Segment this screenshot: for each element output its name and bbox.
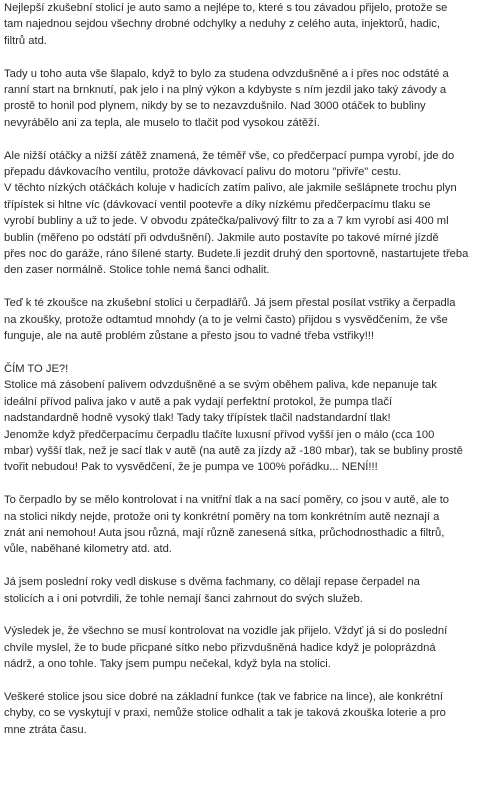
text-line: filtrů atd. [4, 34, 47, 47]
text-line: nádrž, a ono tohle. Taky jsem pumpu nečekal, když byla na stolici. [4, 658, 331, 671]
text-line: mbar) vyšší tlak, než je sací tlak v autě (na autě za jízdy až -180 mbar), tak se bubliny prostě [4, 444, 463, 457]
text-line: Teď k té zkoušce na zkušební stolici u čerpadlářů. Já jsem přestal posílat vstřiky a čerpadla [4, 297, 456, 310]
text-line: nadstandardně hodně vysoký tlak! Tady taky třípístek tlačil nadstandardní tlak! [4, 412, 391, 425]
text-line: vůle, naběhané kilometry atd. atd. [4, 543, 172, 556]
text-line: Veškeré stolice jsou sice dobré na základní funkce (tak ve fabrice na lince), ale konkrétní [4, 690, 444, 703]
text-line: přepadu dávkovacího ventilu, protože dávkovací palivu do motoru "přivře" cestu. [4, 166, 402, 179]
text-line: na stolici nikdy nejde, protože oni ty konkrétní poměry na tom konkrétním autě neznají a [4, 510, 440, 523]
text-line: přes noc do garáže, ráno šílené starty. Budete.li jezdit druhý den sportovně, nastartujete třeba [4, 248, 469, 261]
paragraph-5 [4, 361, 501, 476]
text-line: ČÍM TO JE?! [4, 362, 69, 375]
text-line: prostě to honil pod plynem, nikdy by se to nezavzdušnilo. Nad 3000 otáček to bubliny [4, 100, 426, 113]
text-line: nevyrábělo ani za tepla, ale muselo to tlačit pod vysokou zátěží. [4, 116, 320, 129]
text-line: vyrobí bubliny a už to jede. V obvodu zpátečka/palivový filtr to za a 7 km vyrobí asi 400 ml [4, 215, 449, 228]
text-line: tam najednou sejdou všechny drobné odchylky a neduhy z celého auta, injektorů, hadic, [4, 18, 440, 31]
text-line: tvořit nebudou! Pak to vysvědčení, že je pumpa ve 100% pořádku... NENÍ!!! [4, 461, 378, 474]
text-line: ranní start na brnknutí, pak jelo i na plný výkon a kdybyste s ním jezdil jako taký závody a [4, 84, 447, 97]
text-line: Nejlepší zkušební stolicí je auto samo a nejlépe to, které s tou závadou přijelo, protože se [4, 2, 448, 14]
paragraph-7 [4, 574, 501, 607]
text-line: funguje, ale na autě problém zůstane a přesto jsou to vadné třeba vstřiky!!! [4, 330, 375, 343]
text-line: třípístek si hltne víc (dávkovací ventil pootevře a díky nízkému předčerpacímu tlaku se [4, 198, 431, 211]
paragraph-4 [4, 295, 501, 344]
text-line: To čerpadlo by se mělo kontrolovat i na vnitřní tlak a na sací poměry, co jsou v autě, ale to [4, 494, 450, 507]
paragraph-2 [4, 66, 501, 132]
text-line: znát ani nemohou! Auta jsou různá, mají různě zanesená sítka, průchodnosthadic a filtrů, [4, 526, 445, 539]
text-line: Tady u toho auta vše šlapalo, když to bylo za studena odvzdušněné a i přes noc odstáté a [4, 67, 449, 80]
text-line: Jenomže když předčerpacímu čerpadlu tlačíte luxusní přívod vyšší jen o málo (cca 100 [4, 428, 435, 441]
text-line: Stolice má zásobení palivem odvzdušněné a se svým oběhem paliva, kde nepanuje tak [4, 379, 437, 392]
paragraph-9 [4, 689, 501, 738]
text-line: den zaser normálně. Stolice tohle nemá šanci odhalit. [4, 264, 270, 277]
text-line: ideální přívod paliva jako v autě a pak vydají perfektní protokol, že pumpa tlačí [4, 395, 393, 408]
paragraph-8 [4, 623, 501, 672]
text-line: V těchto nízkých otáčkách koluje v hadicích zatím palivo, ale jakmile sešlápnete trochu plyn [4, 182, 457, 195]
text-line: na zkoušky, protože odtamtud mnohdy (a to je velmi často) přijdou s vysvědčením, že vše [4, 313, 448, 326]
text-line: bublin (měřeno po odstátí při odvdušnění). Jakmile auto postavíte po takové mírné jízdě [4, 231, 439, 244]
paragraph-1 [4, 0, 501, 49]
text-line: Já jsem poslední roky vedl diskuse s dvěma fachmany, co dělají repase čerpadel na [4, 576, 420, 589]
text-line: mne ztráta času. [4, 723, 87, 736]
text-line: Ale nižší otáčky a nižší zátěž znamená, že téměř vše, co předčerpací pumpa vyrobí, jde do [4, 149, 455, 162]
text-line: chyby, co se vyskytují v praxi, nemůže stolice odhalit a tak je taková zkouška loterie a pro [4, 707, 446, 720]
paragraph-3 [4, 148, 501, 279]
text-line: stolicích a i oni potvrdili, že tohle nemají šanci zahrnout do svých služeb. [4, 592, 363, 605]
text-line: Výsledek je, že všechno se musí kontrolovat na vozidle jak přijelo. Vždyť já si do poslední [4, 625, 448, 638]
text-line: chvíle myslel, že to bude přicpané sítko nebo přizvdušněná hadice když je poloprázdná [4, 641, 436, 654]
document-body [4, 0, 501, 755]
paragraph-6 [4, 492, 501, 558]
